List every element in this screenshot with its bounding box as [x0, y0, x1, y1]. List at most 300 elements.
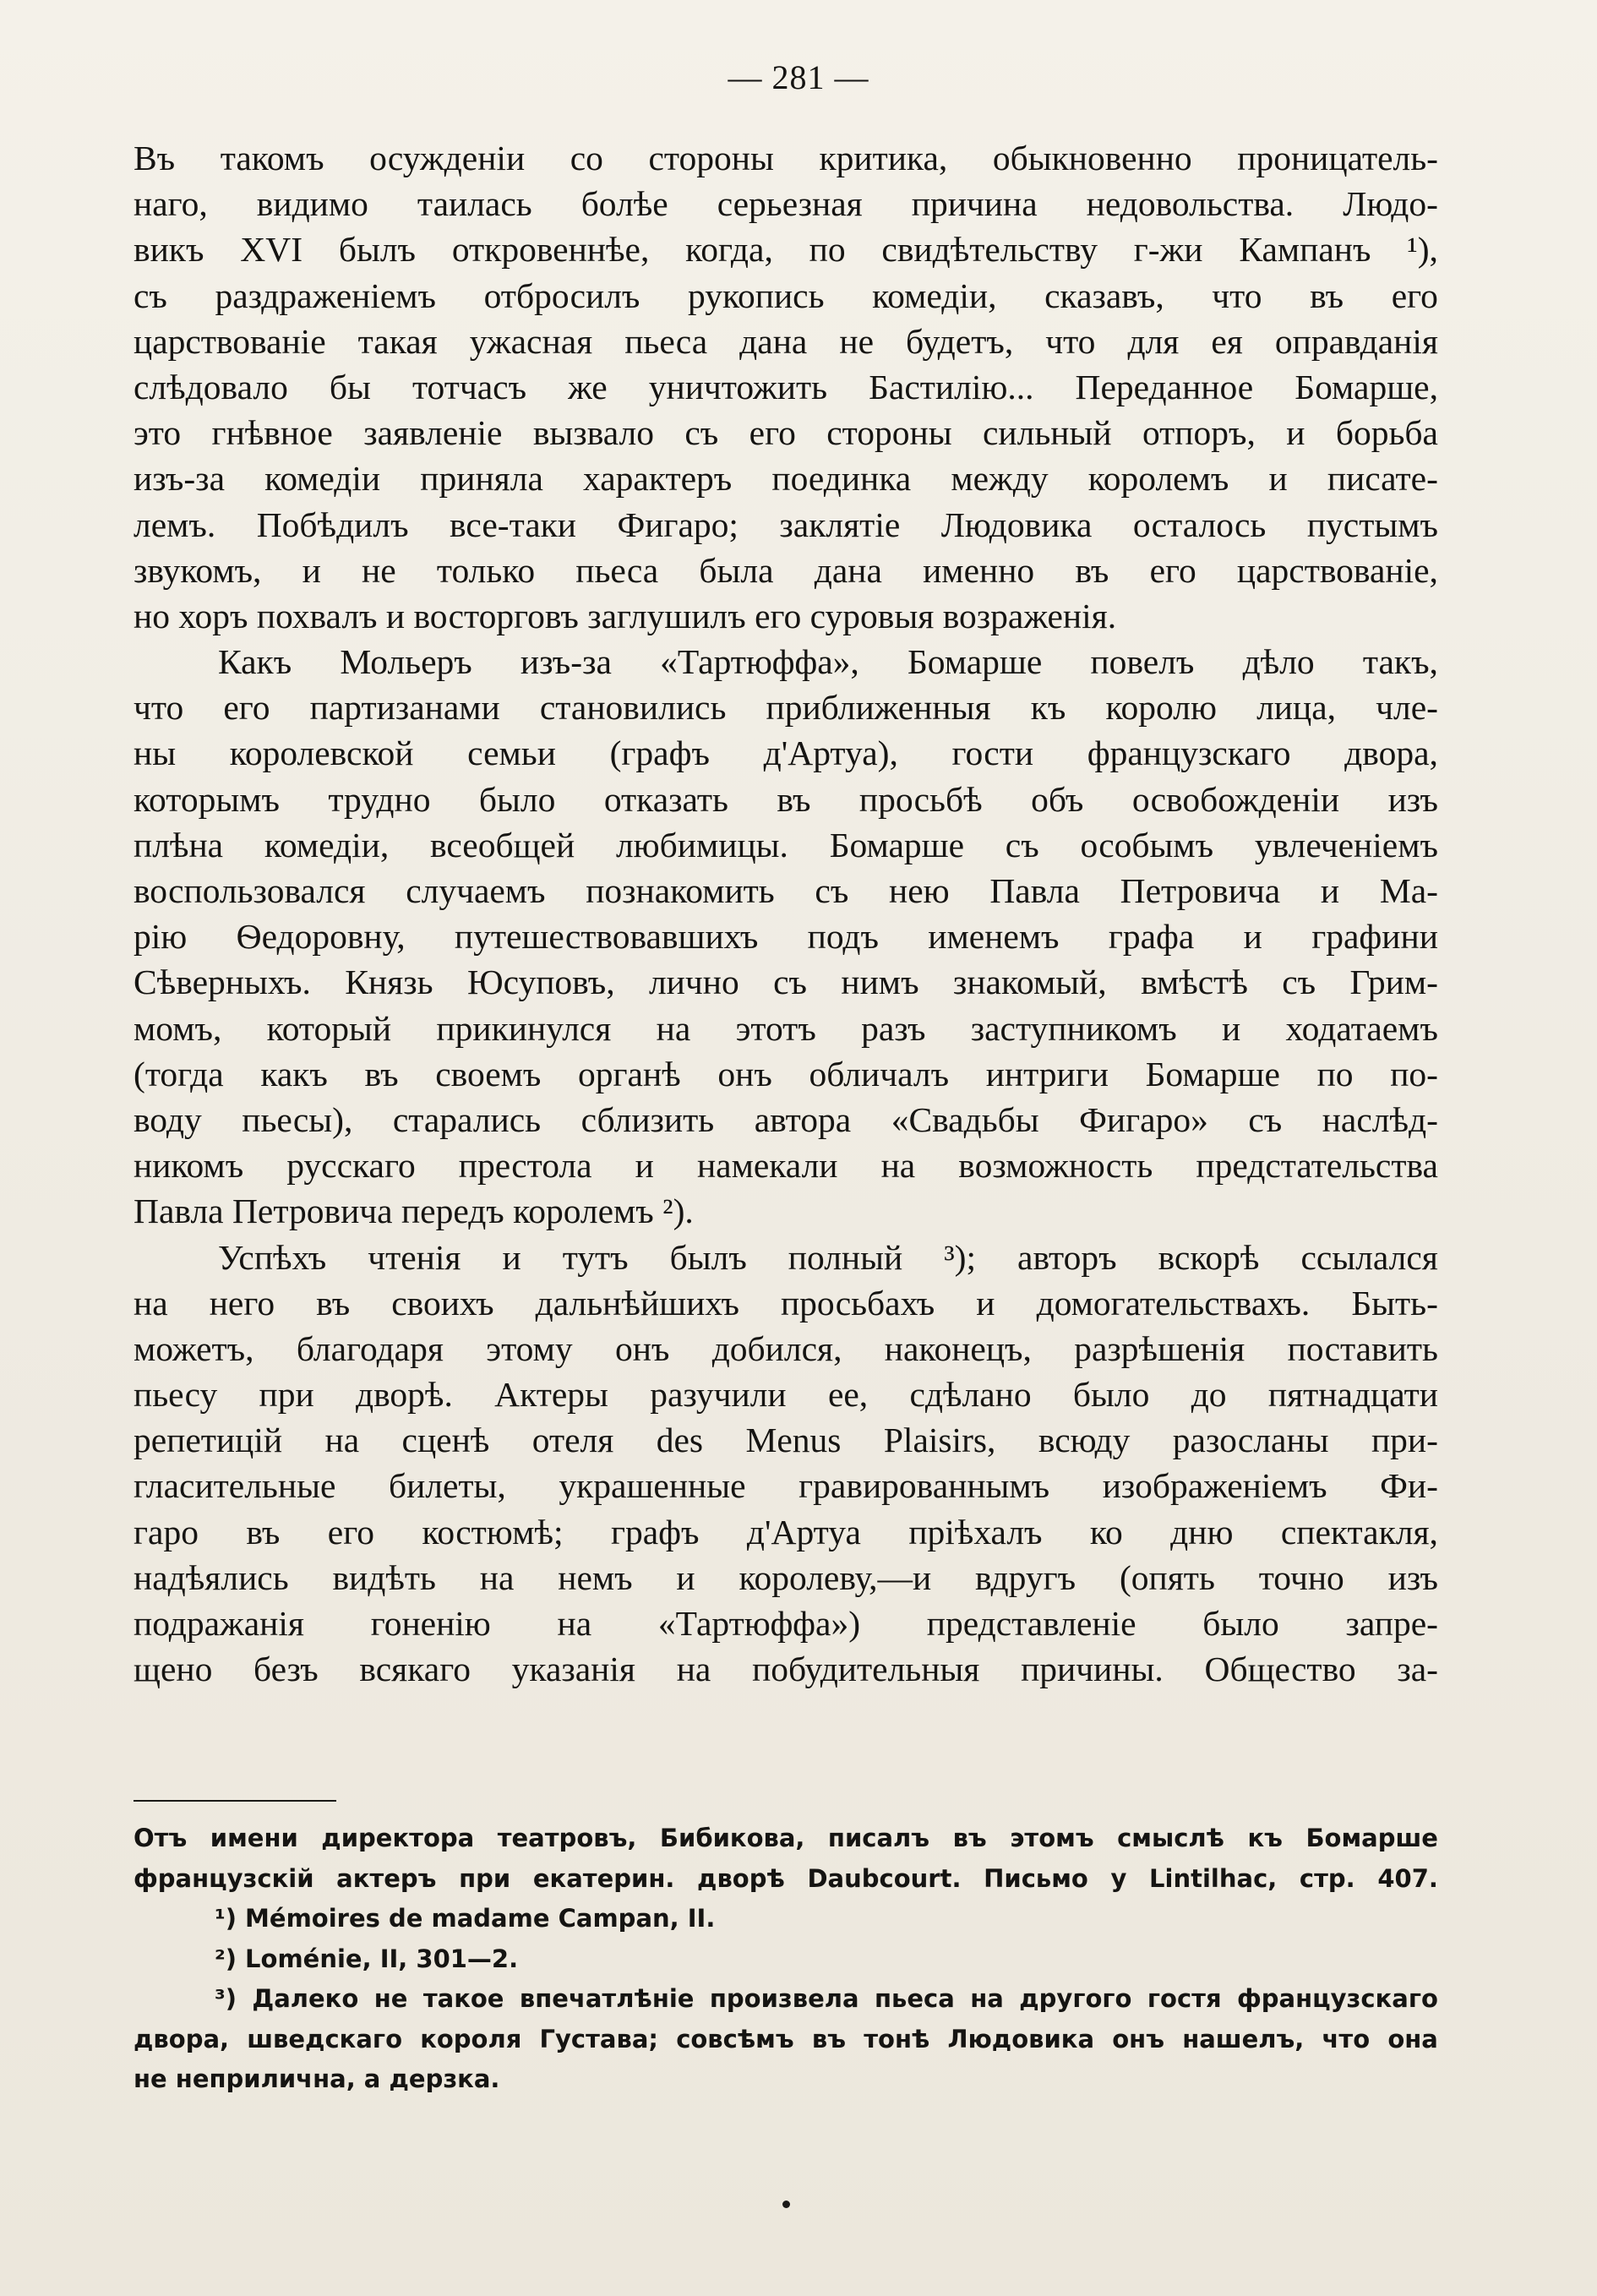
word: его — [1391, 275, 1438, 315]
word: пьеса — [624, 321, 708, 361]
word: онъ — [1112, 2024, 1165, 2053]
word: и — [1243, 917, 1262, 957]
text-line — [134, 273, 1438, 319]
word: освобожденіи — [1131, 779, 1340, 819]
word: имени — [210, 1824, 298, 1852]
text-line — [134, 1051, 1438, 1097]
text-line — [134, 1006, 1438, 1051]
word: ссылался — [1300, 1237, 1438, 1277]
word: пьеса — [575, 550, 659, 590]
word: лично — [648, 963, 739, 1002]
word: до — [1191, 1375, 1227, 1415]
main-text — [134, 135, 1438, 1692]
word: Людо- — [1343, 184, 1438, 224]
word: трудно — [328, 779, 431, 819]
word: тутъ — [562, 1237, 629, 1277]
word: не — [839, 321, 874, 361]
word: сильный — [982, 413, 1112, 453]
word: приближенныя — [766, 688, 991, 728]
word: слѣдовало — [134, 367, 288, 406]
word: возможность — [958, 1146, 1153, 1186]
word: при- — [1371, 1421, 1438, 1460]
word: момъ, — [134, 1008, 222, 1048]
word: автора — [754, 1099, 852, 1139]
word: къ — [1030, 688, 1066, 728]
word: на — [324, 1421, 360, 1460]
word: съ — [773, 963, 807, 1002]
word: Menus — [745, 1421, 842, 1460]
text-line — [134, 959, 1438, 1005]
word: по — [1316, 1054, 1354, 1093]
word: пьесы), — [242, 1099, 353, 1139]
word: и — [676, 1557, 695, 1597]
word: воспользовался — [134, 871, 366, 910]
word: Мольеръ — [340, 642, 472, 682]
word: безъ — [253, 1650, 319, 1689]
word: Lintilhac, — [1149, 1863, 1278, 1893]
word: воду — [134, 1099, 202, 1139]
word: дальнѣйшихъ — [535, 1283, 739, 1323]
word: шведскаго — [247, 2024, 402, 2053]
word: указанія — [511, 1650, 636, 1689]
word: смыслѣ — [1117, 1824, 1224, 1852]
word: дѣло — [1242, 642, 1315, 682]
text-line — [134, 319, 1438, 364]
word: познакомить — [586, 871, 775, 910]
word: осужденіи — [369, 139, 526, 177]
text-line — [134, 1372, 1438, 1417]
word: намекали — [696, 1146, 838, 1186]
word: Общество — [1204, 1650, 1356, 1689]
word: стороны — [648, 139, 774, 177]
word: путешествовавшихъ — [454, 917, 759, 957]
word: Бомарше, — [1294, 367, 1438, 406]
word: становились — [539, 688, 727, 728]
word: графа — [1108, 917, 1195, 957]
word: гостя — [1147, 1984, 1222, 2013]
word: Фи- — [1380, 1466, 1438, 1506]
word: Князь — [345, 963, 433, 1002]
word: только — [436, 550, 536, 590]
word: наслѣд- — [1322, 1099, 1438, 1139]
word: приняла — [420, 459, 543, 499]
word: со — [570, 139, 603, 177]
word: недовольства. — [1086, 184, 1294, 224]
word: партизанами — [309, 688, 500, 728]
word: двора, — [1344, 734, 1438, 773]
word: плѣна — [134, 825, 224, 864]
word: къ — [1247, 1824, 1283, 1852]
word: лица, — [1256, 688, 1337, 728]
word: разрѣшенія — [1074, 1328, 1245, 1368]
word: на — [656, 1008, 691, 1048]
word: викъ — [134, 230, 204, 270]
word: ко — [1089, 1512, 1123, 1552]
word: съ — [684, 413, 719, 453]
text-line — [134, 1097, 1438, 1143]
word: какъ — [260, 1054, 328, 1093]
text-line — [134, 364, 1438, 410]
word: отбросилъ — [483, 275, 640, 315]
word: любимицы. — [615, 825, 788, 864]
word: стороны — [826, 413, 952, 453]
word: сдѣлано — [909, 1375, 1032, 1415]
word: нею — [889, 871, 950, 910]
word: отеля — [531, 1421, 614, 1460]
word: «Тартюффа», — [660, 642, 859, 682]
word: которымъ — [134, 779, 280, 819]
word: Густава; — [539, 2024, 658, 2053]
word: просьбѣ — [858, 779, 983, 819]
text-line — [134, 1463, 1438, 1508]
word: интриги — [985, 1054, 1109, 1093]
word: костюмѣ; — [422, 1512, 564, 1552]
word: Актеры — [494, 1375, 608, 1415]
word: Daubcourt. — [807, 1863, 962, 1893]
word: будетъ, — [906, 321, 1014, 361]
word: просьбахъ — [780, 1283, 935, 1323]
word: вскорѣ — [1158, 1237, 1260, 1277]
word: ¹), — [1407, 230, 1438, 270]
word: (опять — [1119, 1557, 1215, 1597]
word: гаро — [134, 1512, 199, 1552]
word: который — [266, 1008, 392, 1048]
word: таилась — [417, 184, 532, 224]
word: Успѣхъ — [218, 1237, 327, 1277]
text-line — [134, 913, 1438, 959]
word: разучили — [650, 1375, 787, 1415]
word: пьесу — [134, 1375, 218, 1415]
word: и — [1286, 413, 1305, 453]
word: наго, — [134, 184, 208, 224]
word: на — [134, 1283, 168, 1323]
word: его — [223, 688, 270, 728]
word: Бомарше — [907, 642, 1043, 682]
word: на — [479, 1557, 515, 1597]
text-line — [134, 1601, 1438, 1646]
word: все-таки — [450, 504, 576, 544]
word: Бибикова, — [659, 1824, 805, 1852]
word: царствованіе, — [1236, 550, 1438, 590]
word: французскаго — [1087, 734, 1291, 773]
word: домогательствахъ. — [1036, 1283, 1311, 1323]
word: раздраженіемъ — [215, 275, 437, 315]
word: (тогда — [134, 1054, 224, 1093]
word: дана — [814, 550, 882, 590]
word: Быть- — [1351, 1283, 1438, 1323]
word: прикинулся — [436, 1008, 612, 1048]
word: чтенія — [368, 1237, 461, 1277]
word: благодаря — [296, 1328, 444, 1368]
word: былъ — [669, 1237, 747, 1277]
word: д'Артуа — [746, 1512, 861, 1552]
word: за- — [1397, 1650, 1438, 1689]
word: королю — [1105, 688, 1217, 728]
word: Фигаро» — [1079, 1099, 1208, 1139]
word: Юсуповъ, — [466, 963, 615, 1002]
word: вдругъ — [975, 1557, 1076, 1597]
word: гоненію — [370, 1604, 491, 1643]
word: дню — [1170, 1512, 1234, 1552]
word: на — [970, 1984, 1004, 2013]
word: пустымъ — [1306, 504, 1438, 544]
word: ³); — [944, 1237, 977, 1277]
word: лемъ. — [134, 504, 216, 544]
word: повелъ — [1090, 642, 1195, 682]
word: съ — [1005, 825, 1039, 864]
word: директора — [321, 1824, 475, 1852]
text-line — [134, 502, 1438, 548]
word: съ — [1248, 1099, 1283, 1139]
word: что — [1322, 2024, 1371, 2053]
word: другого — [1019, 1984, 1132, 2013]
word: когда, — [685, 230, 773, 270]
word: по — [809, 230, 846, 270]
word: актеръ — [336, 1863, 437, 1893]
word: характеръ — [583, 459, 733, 499]
word: наконецъ, — [884, 1328, 1032, 1368]
word: причина — [911, 184, 1038, 224]
word: дворѣ — [697, 1863, 785, 1893]
word: и — [976, 1283, 995, 1323]
word: изъ-за — [134, 459, 225, 499]
word: она — [1387, 2024, 1438, 2053]
word: «Тартюффа») — [657, 1604, 861, 1643]
word: Кампанъ — [1239, 230, 1371, 270]
word: особымъ — [1080, 825, 1214, 864]
text-line — [134, 181, 1438, 226]
footnote-line — [134, 2020, 1438, 2060]
word: своихъ — [391, 1283, 494, 1323]
word: и — [502, 1237, 521, 1277]
word: Бомарше — [829, 825, 965, 864]
word: Далеко — [252, 1984, 359, 2013]
word: писалъ — [827, 1824, 930, 1852]
footnotes — [134, 1819, 1438, 2100]
word: его — [327, 1512, 374, 1552]
word: г-жи — [1133, 230, 1203, 270]
word: видимо — [256, 184, 368, 224]
word: для — [1127, 321, 1180, 361]
footnote-1: ¹) Mémoires de madame Campan, II. — [215, 1904, 716, 1933]
word: былъ — [338, 230, 416, 270]
text-line — [134, 1280, 1438, 1326]
word: царствованіе — [134, 321, 326, 361]
word: точно — [1258, 1557, 1344, 1597]
word: такомъ — [220, 139, 324, 177]
word: пятнадцати — [1267, 1375, 1438, 1415]
word: изъ — [1387, 779, 1438, 819]
text-line — [134, 410, 1438, 455]
word: комедіи, — [872, 275, 997, 315]
word: екатерин. — [532, 1863, 675, 1893]
word: 407. — [1377, 1863, 1438, 1893]
word: что — [1212, 275, 1262, 315]
word: въ — [952, 1824, 987, 1852]
word: именно — [923, 550, 1035, 590]
word: писате- — [1327, 459, 1438, 499]
word: увлеченіемъ — [1254, 825, 1438, 864]
word: такое — [422, 1984, 504, 2013]
word: Бомарше — [1305, 1824, 1438, 1852]
footnote-divider — [134, 1800, 336, 1802]
text-line: но хоръ похвалъ и восторговъ заглушилъ его суровыя возраженія. — [134, 596, 1117, 635]
word: ея — [1211, 321, 1243, 361]
word: при — [259, 1375, 314, 1415]
word: Plaisirs, — [883, 1421, 996, 1460]
word: въ — [1075, 550, 1109, 590]
word: заклятіе — [779, 504, 901, 544]
word: Петровича — [1120, 871, 1281, 910]
word: что — [1045, 321, 1096, 361]
word: звукомъ, — [134, 550, 262, 590]
word: съ — [1282, 963, 1316, 1002]
word: объ — [1031, 779, 1084, 819]
word: въ — [777, 779, 811, 819]
word: Бастилію... — [869, 367, 1034, 406]
word: поставить — [1287, 1328, 1438, 1368]
word: побудительныя — [752, 1650, 980, 1689]
footnote-line: не неприлична, а дерзка. — [134, 2064, 500, 2093]
text-line — [134, 639, 1438, 684]
text-line — [134, 730, 1438, 776]
word: отказать — [603, 779, 728, 819]
word: проницатель- — [1237, 139, 1438, 177]
text-line — [134, 868, 1438, 913]
word: щено — [134, 1650, 213, 1689]
word: не — [362, 550, 396, 590]
word: престола — [458, 1146, 592, 1186]
word: Побѣдилъ — [256, 504, 409, 544]
word: гласительные — [134, 1466, 336, 1506]
word: Фигаро; — [617, 504, 739, 544]
word: Отъ — [134, 1824, 188, 1852]
word: сценѣ — [401, 1421, 490, 1460]
word: вмѣстѣ — [1141, 963, 1248, 1002]
text-line — [134, 1326, 1438, 1372]
word: Бомарше — [1145, 1054, 1280, 1093]
word: подражанія — [134, 1604, 304, 1643]
word: Письмо — [984, 1863, 1088, 1893]
text-line — [134, 1235, 1438, 1280]
word: семьи — [467, 734, 556, 773]
text-line: Павла Петровича передъ королемъ ²). — [134, 1192, 694, 1231]
word: своемъ — [435, 1054, 542, 1093]
word: заявленіе — [363, 413, 503, 453]
word: французскій — [134, 1863, 314, 1893]
word: немъ — [558, 1557, 633, 1597]
word: совсѣмъ — [676, 2024, 794, 2053]
word: осталось — [1132, 504, 1267, 544]
word: изъ — [1387, 1557, 1438, 1597]
word: болѣе — [580, 184, 668, 224]
word: было — [1072, 1375, 1150, 1415]
word: предстательства — [1196, 1146, 1438, 1186]
word: русскаго — [286, 1146, 416, 1186]
word: это — [134, 413, 182, 453]
word: уничтожить — [648, 367, 828, 406]
word: представленіе — [926, 1604, 1136, 1643]
word: пріѣхалъ — [908, 1512, 1043, 1552]
word: и — [302, 550, 321, 590]
word: Ма- — [1379, 871, 1438, 910]
word: критика, — [819, 139, 948, 177]
word: въ — [364, 1054, 399, 1093]
word: бы — [329, 367, 371, 406]
word: нашелъ, — [1182, 2024, 1305, 2053]
word: въ — [316, 1283, 351, 1323]
word: Какъ — [218, 642, 292, 682]
word: добился, — [711, 1328, 842, 1368]
footnote-line — [134, 1819, 1438, 1859]
word: надѣялись — [134, 1557, 289, 1597]
word: заступникомъ — [970, 1008, 1177, 1048]
word: Грим- — [1349, 963, 1438, 1002]
word: изображеніемъ — [1102, 1466, 1327, 1506]
word: вызвало — [532, 413, 654, 453]
footnote-3 — [134, 1979, 1438, 2020]
word: всякаго — [359, 1650, 471, 1689]
word: подъ — [807, 917, 879, 957]
word: этотъ — [735, 1008, 816, 1048]
word: разосланы — [1172, 1421, 1329, 1460]
word: случаемъ — [406, 871, 546, 910]
word: въ — [246, 1512, 281, 1552]
word: онъ — [614, 1328, 670, 1368]
word: полный — [788, 1237, 903, 1277]
text-line — [134, 1417, 1438, 1463]
word: рукопись — [688, 275, 825, 315]
word: старались — [392, 1099, 542, 1139]
word: никомъ — [134, 1146, 244, 1186]
word: графини — [1311, 917, 1438, 957]
word: гости — [951, 734, 1034, 773]
word: этомъ — [1010, 1824, 1094, 1852]
word: у — [1110, 1863, 1127, 1893]
word: изъ-за — [520, 642, 612, 682]
word: Людовика — [940, 504, 1093, 544]
word: на — [676, 1650, 711, 1689]
word: на — [557, 1604, 592, 1643]
word: между — [951, 459, 1049, 499]
word: и — [1268, 459, 1288, 499]
word: что — [134, 688, 184, 728]
word: была — [699, 550, 774, 590]
word: съ — [134, 275, 167, 315]
word: «Свадьбы — [891, 1099, 1039, 1139]
text-line — [134, 226, 1438, 272]
word: въ — [811, 2024, 847, 2053]
word: запре- — [1345, 1604, 1438, 1643]
word: такъ, — [1362, 642, 1438, 682]
word: Ѳедоровну, — [236, 917, 406, 957]
word: двора, — [134, 2024, 230, 2053]
word: гравированнымъ — [798, 1466, 1050, 1506]
word: этому — [486, 1328, 573, 1368]
word: было — [478, 779, 556, 819]
word: дворѣ. — [355, 1375, 453, 1415]
word: можетъ, — [134, 1328, 254, 1368]
word: des — [656, 1421, 704, 1460]
word: видѣть — [332, 1557, 436, 1597]
text-line — [134, 1143, 1438, 1188]
word: онъ — [717, 1054, 772, 1093]
word: Павла — [989, 871, 1080, 910]
word: серьезная — [717, 184, 863, 224]
word: и — [1221, 1008, 1241, 1048]
word: въ — [1310, 275, 1344, 315]
word: XVI — [240, 230, 303, 270]
